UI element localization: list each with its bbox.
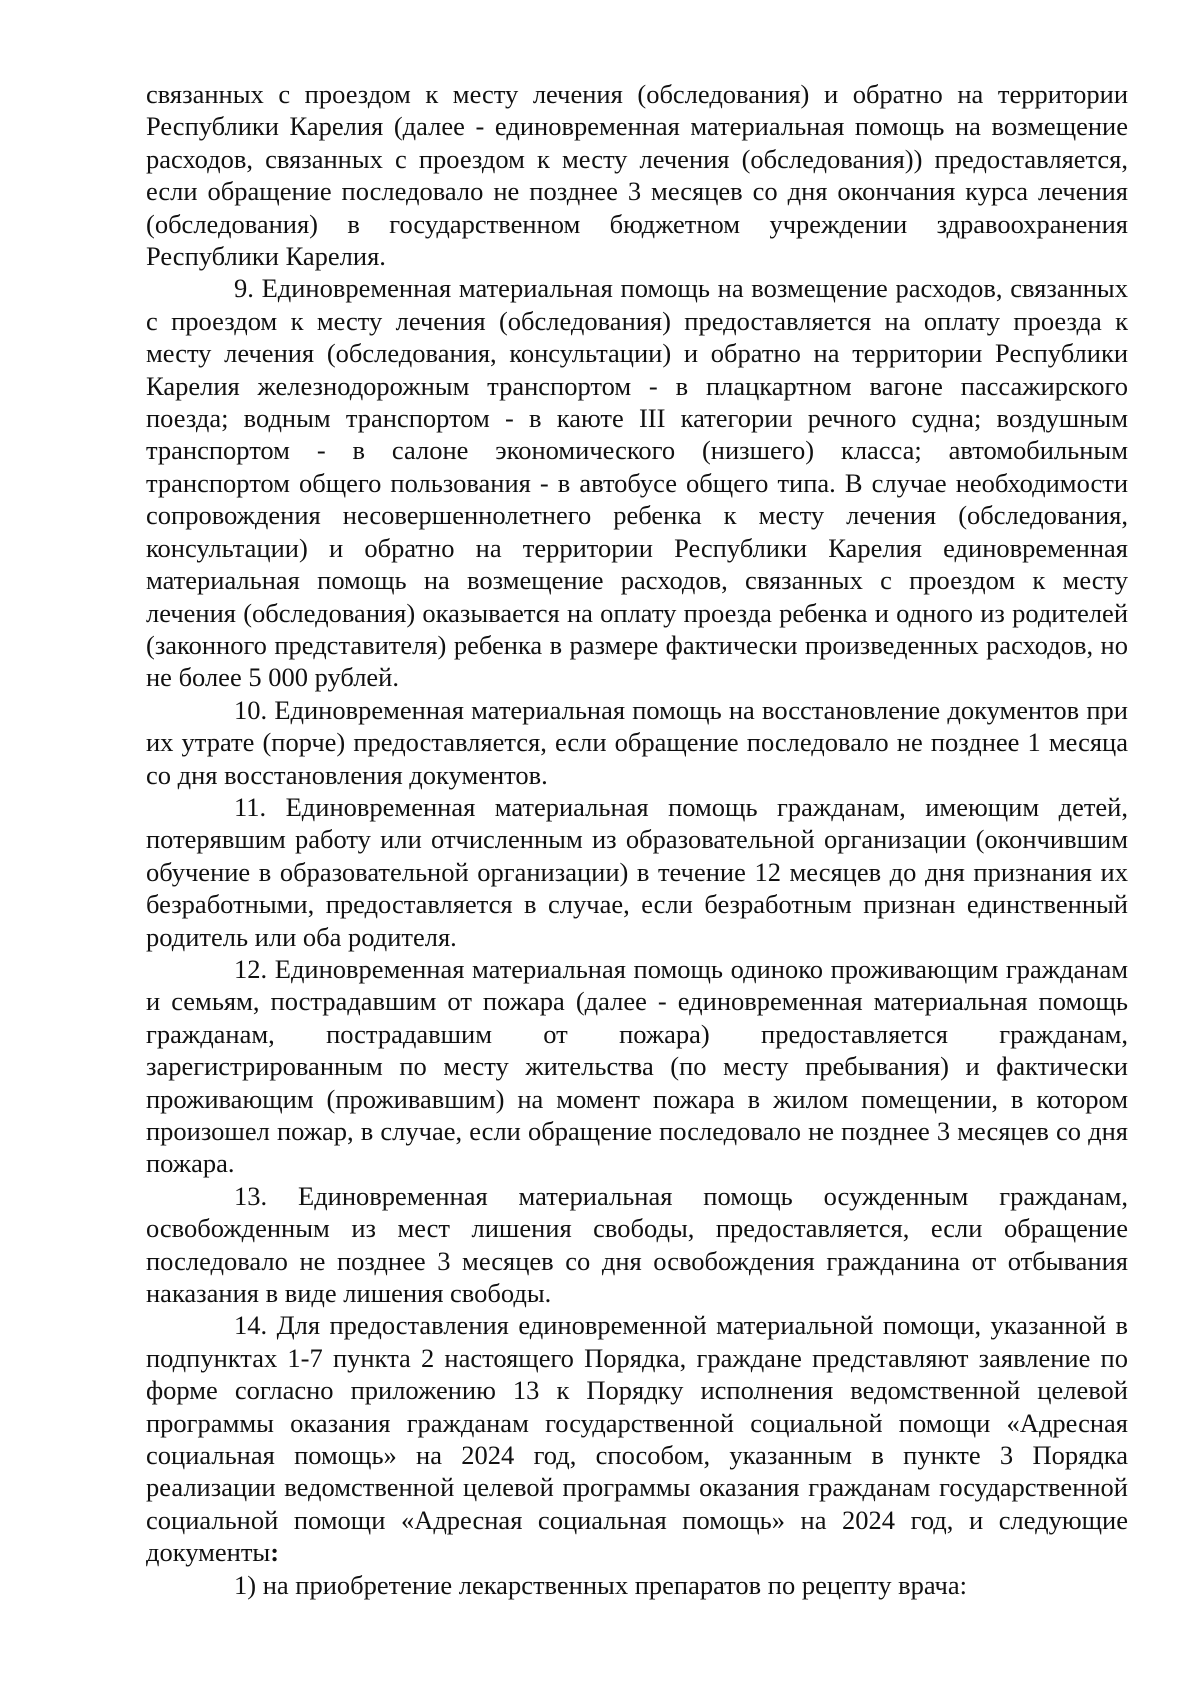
paragraph-14-colon: : <box>270 1537 280 1568</box>
paragraph-14-text: 14. Для предоставления единовременной материальной помощи, указанной в подпунктах 1-7 пункта 2 настоящего Порядка, граждане представляют заявление по форме согласно приложению 13 к Порядку исполнения ведомственной целевой программы оказания гражданам государственной социальной помощи «Адресная социальная помощь» на 2024 год, способом, указанным в пункте 3 Порядка реализации ведомственной целевой программы оказания гражданам государственной социальной помощи «Адресная социальная помощь» на 2024 год, и следующие документы <box>146 1310 1128 1568</box>
document-page <box>146 78 1128 1601</box>
paragraph-10: 10. Единовременная материальная помощь на восстановление документов при их утрате (порче) предоставляется, если обращение последовало не позднее 1 месяца со дня восстановления документов. <box>146 694 1128 790</box>
paragraph-13: 13. Единовременная материальная помощь осужденным гражданам, освобожденным из мест лишения свободы, предоставляется, если обращение последовало не позднее 3 месяцев со дня освобождения гражданина от отбывания наказания в виде лишения свободы. <box>146 1180 1128 1309</box>
paragraph-9: 9. Единовременная материальная помощь на возмещение расходов, связанных с проездом к месту лечения (обследования) предоставляется на оплату проезда к месту лечения (обследования, консультации) и обратно на территории Республики Карелия железнодорожным транспортом - в плацкартном вагоне пассажирского поезда; водным транспортом - в каюте III категории речного судна; воздушным транспортом - в салоне экономического (низшего) класса; автомобильным транспортом общего пользования - в автобусе общего типа. В случае необходимости сопровождения несовершеннолетнего ребенка к месту лечения (обследования, консультации) и обратно на территории Республики Карелия единовременная материальная помощь на возмещение расходов, связанных с проездом к месту лечения (обследования) оказывается на оплату проезда ребенка и одного из родителей (законного представителя) ребенка в размере фактически произведенных расходов, но не более 5 000 рублей. <box>146 273 1128 693</box>
paragraph-14 <box>146 1309 1128 1568</box>
paragraph-12: 12. Единовременная материальная помощь одиноко проживающим гражданам и семьям, пострадавшим от пожара (далее - единовременная материальная помощь гражданам, пострадавшим от пожара) предоставляется гражданам, зарегистрированным по месту жительства (по месту пребывания) и фактически проживающим (проживавшим) на момент пожара в жилом помещении, в котором произошел пожар, в случае, если обращение последовало не позднее 3 месяцев со дня пожара. <box>146 953 1128 1179</box>
paragraph-11: 11. Единовременная материальная помощь гражданам, имеющим детей, потерявшим работу или отчисленным из образовательной организации (окончившим обучение в образовательной организации) в течение 12 месяцев до дня признания их безработными, предоставляется в случае, если безработным признан единственный родитель или оба родителя. <box>146 791 1128 952</box>
paragraph-14-subitem-1: 1) на приобретение лекарственных препаратов по рецепту врача: <box>234 1569 967 1600</box>
paragraph-continuation: связанных с проездом к месту лечения (обследования) и обратно на территории Республики Карелия (далее - единовременная материальная помощь на возмещение расходов, связанных с проездом к месту лечения (обследования)) предоставляется, если обращение последовало не позднее 3 месяцев со дня окончания курса лечения (обследования) в государственном бюджетном учреждении здравоохранения Республики Карелия. <box>146 79 1128 272</box>
